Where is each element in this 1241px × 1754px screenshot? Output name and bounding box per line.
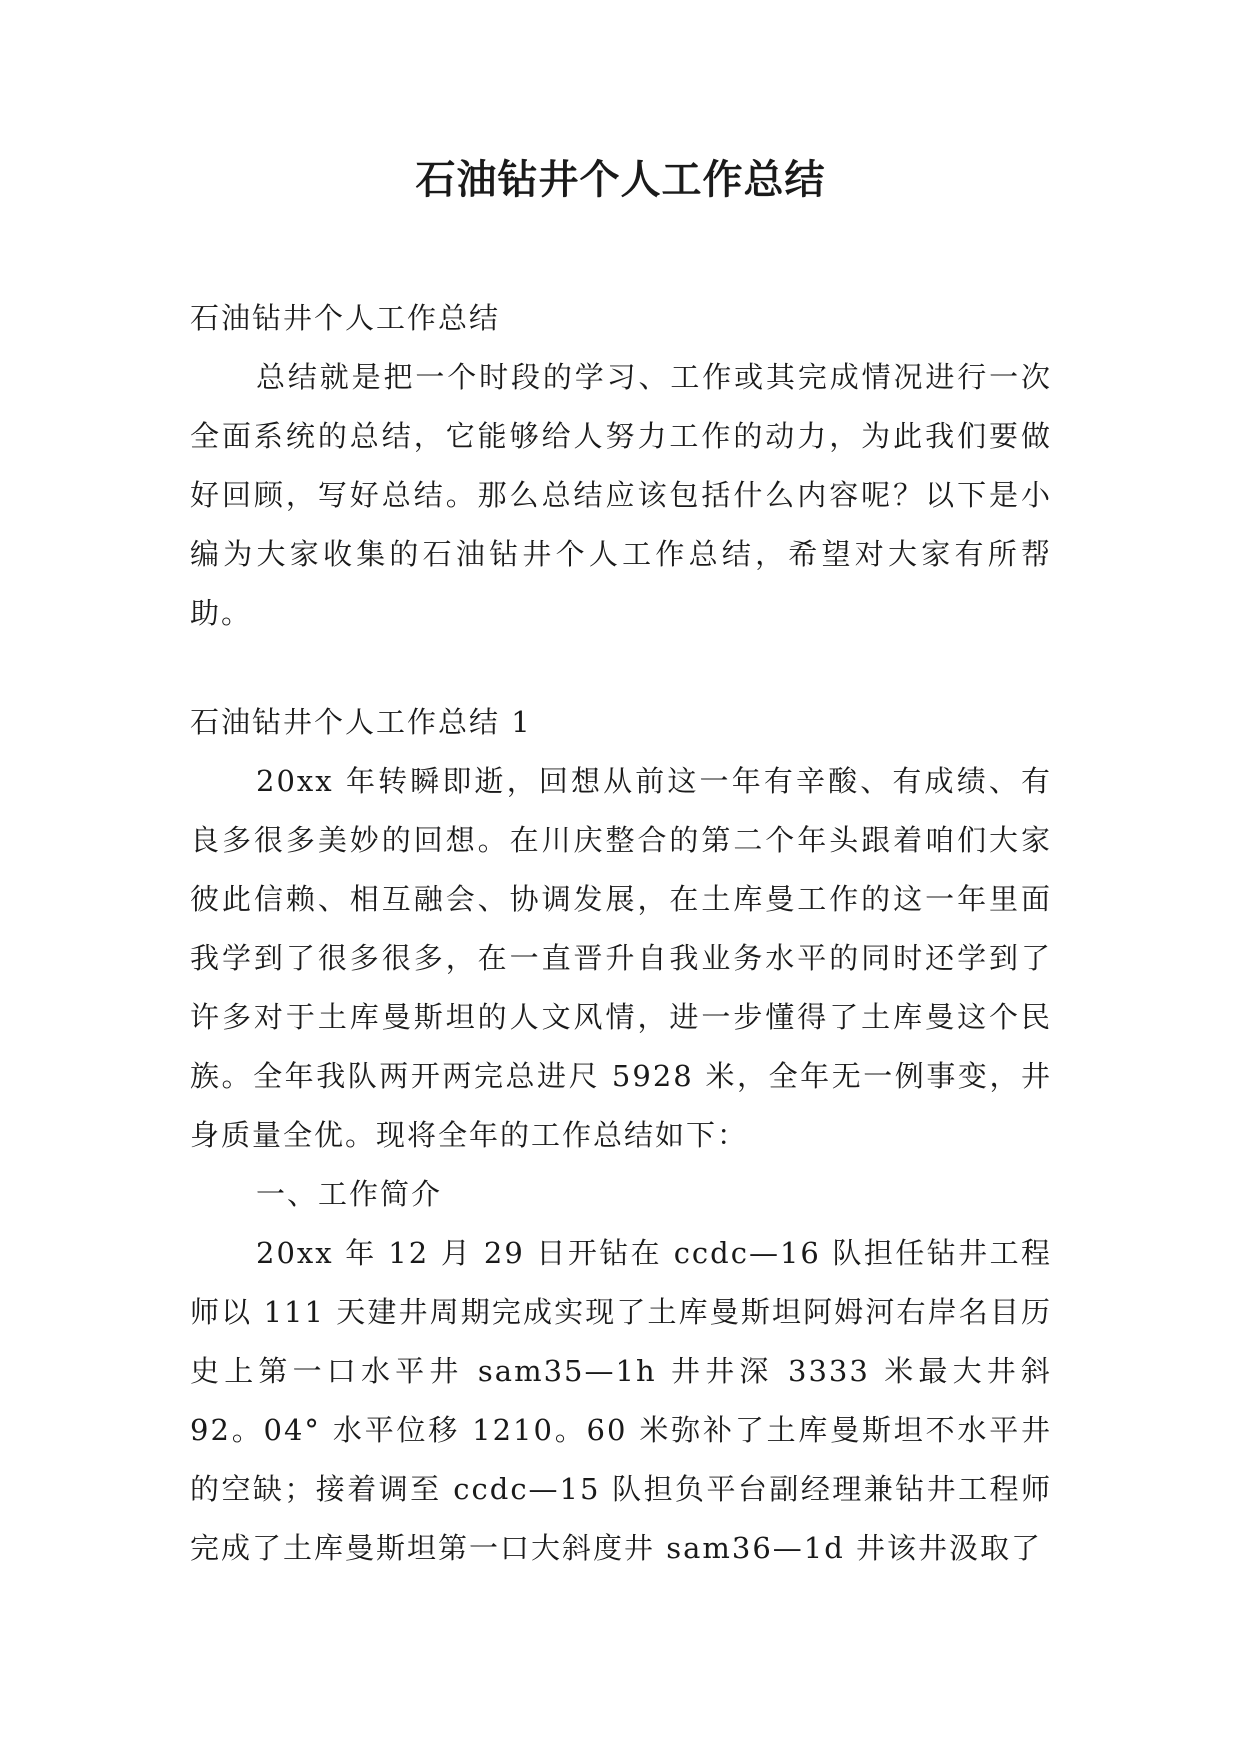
body-paragraph: 20xx 年转瞬即逝，回想从前这一年有辛酸、有成绩、有良多很多美妙的回想。在川庆整合的第二个年头跟着咱们大家彼此信赖、相互融会、协调发展，在土库曼工作的这一年里面我学到了很多很多，在一直晋升自我业务水平的同时还学到了许多对于土库曼斯坦的人文风情，进一步懂得了土库曼这个民族。全年我队两开两完总进尺 5928 米，全年无一例事变，井身质量全优。现将全年的工作总结如下：: [190, 764, 1052, 1152]
intro-section: [190, 289, 1052, 643]
body-paragraph: 20xx 年 12 月 29 日开钻在 ccdc—16 队担任钻井工程师以 111 天建井周期完成实现了土库曼斯坦阿姆河右岸名目历史上第一口水平井 sam35—1h 井井深 3333 米最大井斜 92。04° 水平位移 1210。60 米弥补了土库曼斯坦不水平井的空缺；接着调至 ccdc—15 队担负平台副经理兼钻井工程师完成了土库曼斯坦第一口大斜度井 sam36—1d 井该井汲取了: [190, 1236, 1052, 1565]
document-title: 石油钻井个人工作总结: [415, 156, 826, 203]
subsection-heading: 一、工作简介: [256, 1177, 443, 1211]
summary-section: [190, 693, 1052, 1578]
section-heading: 石油钻井个人工作总结 1: [190, 705, 532, 739]
section-heading: 石油钻井个人工作总结: [190, 301, 501, 335]
intro-paragraph: 总结就是把一个时段的学习、工作或其完成情况进行一次全面系统的总结，它能够给人努力工作的动力，为此我们要做好回顾，写好总结。那么总结应该包括什么内容呢？以下是小编为大家收集的石油钻井个人工作总结，希望对大家有所帮助。: [190, 360, 1052, 630]
